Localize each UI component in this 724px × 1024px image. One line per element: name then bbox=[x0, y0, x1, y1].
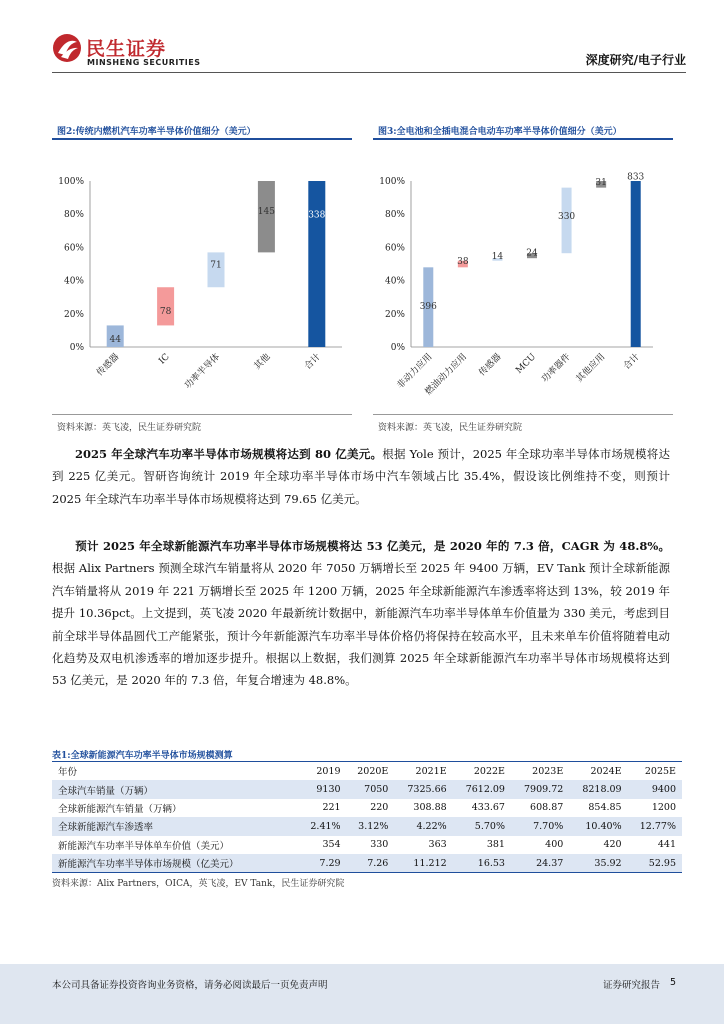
table1-title: 表1:全球新能源汽车功率半导体市场规模测算 bbox=[52, 751, 233, 761]
table-cell: 608.87 bbox=[530, 802, 564, 814]
table-header-cell: 2019 bbox=[316, 765, 341, 777]
table-cell: 9400 bbox=[628, 780, 682, 798]
minsheng-logo-icon bbox=[52, 33, 82, 63]
figure2-title: 图2:传统内燃机汽车功率半导体价值细分（美元） bbox=[57, 127, 256, 137]
x-category-label: 功率半导体 bbox=[183, 352, 223, 391]
table-cell: 4.22% bbox=[394, 817, 452, 835]
x-category-label: 传感器 bbox=[95, 352, 122, 379]
paragraph-nev-power-semi bbox=[52, 535, 670, 692]
table-cell: 363 bbox=[428, 839, 447, 851]
table-cell: 441 bbox=[657, 839, 676, 851]
table1 bbox=[52, 761, 682, 873]
logo-text-en: MINSHENG SECURITIES bbox=[87, 58, 201, 67]
table1-source: 资料来源：Alix Partners，OICA，英飞凌，EV Tank，民生证券研究院 bbox=[52, 879, 345, 889]
table-cell: 8218.09 bbox=[569, 780, 627, 798]
table-cell: 330 bbox=[370, 839, 389, 851]
waterfall-bar bbox=[631, 181, 641, 347]
table-cell: 433.67 bbox=[471, 802, 505, 814]
bar-value-label: 14 bbox=[491, 252, 504, 263]
y-tick-label: 40% bbox=[63, 276, 84, 287]
y-tick-label: 0% bbox=[69, 343, 84, 353]
table-cell: 35.92 bbox=[569, 854, 627, 873]
bar-value-label: 44 bbox=[109, 335, 121, 346]
table-cell: 9130 bbox=[300, 780, 347, 798]
bar-value-label: 38 bbox=[457, 257, 469, 267]
table-cell: 新能源汽车功率半导体市场规模（亿美元） bbox=[52, 854, 300, 873]
figure2-source-rule bbox=[52, 414, 352, 415]
table-cell: 308.88 bbox=[413, 802, 447, 814]
report-category: 深度研究/电子行业 bbox=[585, 53, 686, 67]
table-cell: 7050 bbox=[347, 780, 395, 798]
table-cell: 1200 bbox=[651, 802, 676, 814]
table-cell: 16.53 bbox=[453, 854, 511, 873]
table-row bbox=[52, 817, 682, 835]
table-cell: 全球新能源汽车销量（万辆） bbox=[58, 803, 182, 815]
paragraph-auto-power-semi bbox=[52, 443, 670, 510]
table-cell: 7.26 bbox=[347, 854, 395, 873]
y-tick-label: 60% bbox=[384, 243, 405, 254]
y-tick-label: 100% bbox=[379, 177, 405, 187]
paragraph2-lead: 预计 2025 年全球新能源汽车功率半导体市场规模将达 53 亿美元，是 2020 年的 7.3 倍，CAGR 为 48.8%。 bbox=[75, 539, 670, 553]
figure2-rule bbox=[52, 138, 352, 140]
table-header-cell: 2022E bbox=[473, 765, 505, 777]
table-cell: 7612.09 bbox=[453, 780, 511, 798]
y-tick-label: 60% bbox=[63, 243, 84, 254]
table-cell: 381 bbox=[486, 839, 505, 851]
paragraph2-body: 根据 Alix Partners 预测全球汽车销量将从 2020 年 7050 万辆增长至 2025 年 9400 万辆，EV Tank 预计全球新能源汽车销量将从 2019 年 221 万辆增长至 2025 年 1200 万辆，2025 年全球新能源汽车渗透率将达到 13%，较 2019 年提升 10.36pct。上文提到，英飞凌 2020 年最新统计数据中，新能源汽车功率半导体单车价值量为 330 美元，考虑到目前全球半导体晶圆代工产能紧张，预计今年新能源汽车功率半导体价格仍将保持在较高水平，且未来单车价值将随着电动化趋势及双电机渗透率的增加逐步提升。根据以上数据，我们测算 2025 年全球新能源汽车功率半导体市场规模将达到 53 亿美元，是 2020 年的 7.3 倍，年复合增速为 48.8%。 bbox=[52, 561, 670, 688]
table-cell: 354 bbox=[322, 839, 341, 851]
table-cell: 全球新能源汽车渗透率 bbox=[52, 817, 300, 835]
table-row bbox=[52, 854, 682, 873]
table-header-cell: 年份 bbox=[58, 767, 78, 779]
x-category-label: 燃油动力应用 bbox=[423, 352, 469, 398]
table-cell: 420 bbox=[603, 839, 622, 851]
table-cell: 854.85 bbox=[588, 802, 622, 814]
table-cell: 全球汽车销量（万辆） bbox=[52, 780, 300, 798]
figure2-chart bbox=[52, 160, 352, 400]
x-category-label: 其他应用 bbox=[574, 352, 608, 385]
figure3-rule bbox=[373, 138, 673, 140]
bar-value-label: 338 bbox=[308, 210, 326, 221]
header-divider bbox=[52, 72, 686, 73]
figure3-chart bbox=[373, 160, 673, 400]
waterfall-bar bbox=[308, 181, 325, 347]
y-tick-label: 0% bbox=[390, 343, 405, 353]
table-row bbox=[52, 780, 682, 798]
table-cell: 24.37 bbox=[511, 854, 569, 873]
y-tick-label: 80% bbox=[63, 210, 84, 221]
y-tick-label: 20% bbox=[384, 309, 405, 320]
bar-value-label: 330 bbox=[557, 212, 576, 223]
table-row bbox=[52, 836, 682, 854]
page-header bbox=[0, 0, 724, 80]
disclaimer-note: 本公司具备证券投资咨询业务资格，请务必阅读最后一页免责声明 bbox=[52, 980, 328, 991]
table-cell: 10.40% bbox=[569, 817, 627, 835]
table-cell: 7325.66 bbox=[394, 780, 452, 798]
table-cell: 400 bbox=[545, 839, 564, 851]
figure2-source: 资料来源：英飞凌，民生证券研究院 bbox=[57, 423, 202, 433]
bar-value-label: 396 bbox=[419, 301, 437, 312]
table-header-cell: 2023E bbox=[532, 765, 564, 777]
paragraph1-body: 根据 Yole 预计，2025 年全球功率半导体市场规模将达到 225 亿美元。智研咨询统计 2019 年全球功率半导体市场中汽车领域占比 35.4%，假设该比例维持不变，则预计 2025 年全球汽车功率半导体市场规模将达到 79.65 亿美元。 bbox=[52, 447, 670, 506]
table-cell: 新能源汽车功率半导体单车价值（美元） bbox=[58, 840, 230, 852]
x-category-label: 其他 bbox=[252, 352, 273, 372]
table-header-cell: 2024E bbox=[590, 765, 622, 777]
x-category-label: 功率器件 bbox=[540, 352, 573, 385]
y-tick-label: 100% bbox=[58, 177, 84, 187]
footer-report-label: 证券研究报告 bbox=[602, 980, 660, 991]
figure3-source: 资料来源：英飞凌，民生证券研究院 bbox=[378, 423, 523, 433]
table-cell: 221 bbox=[322, 802, 341, 814]
table-cell: 220 bbox=[370, 802, 389, 814]
table-cell: 7.29 bbox=[300, 854, 347, 873]
x-category-label: 传感器 bbox=[477, 352, 504, 379]
x-category-label: 合计 bbox=[622, 352, 642, 372]
bar-value-label: 31 bbox=[595, 178, 607, 189]
bar-value-label: 833 bbox=[627, 172, 645, 183]
page-number: 5 bbox=[669, 977, 676, 988]
table-cell: 11.212 bbox=[394, 854, 452, 873]
bar-value-label: 71 bbox=[210, 260, 222, 271]
table-cell: 12.77% bbox=[628, 817, 682, 835]
x-category-label: 非动力应用 bbox=[395, 352, 435, 391]
bar-value-label: 24 bbox=[526, 248, 538, 259]
table-row bbox=[52, 799, 682, 817]
table-header-row bbox=[52, 762, 682, 780]
bar-value-label: 145 bbox=[257, 207, 275, 218]
y-tick-label: 40% bbox=[384, 276, 405, 287]
table-cell: 52.95 bbox=[628, 854, 682, 873]
page-footer bbox=[0, 964, 724, 1024]
table-cell: 2.41% bbox=[300, 817, 347, 835]
y-tick-label: 80% bbox=[384, 210, 405, 221]
logo-text-cn: 民生证券 bbox=[86, 38, 167, 60]
x-category-label: IC bbox=[157, 352, 172, 367]
table-header-cell: 2020E bbox=[357, 765, 389, 777]
y-tick-label: 20% bbox=[63, 309, 84, 320]
x-category-label: 合计 bbox=[303, 352, 323, 372]
table-header-cell: 2021E bbox=[415, 765, 447, 777]
table-cell: 7.70% bbox=[511, 817, 569, 835]
figure3-source-rule bbox=[373, 414, 673, 415]
table-cell: 3.12% bbox=[347, 817, 395, 835]
table-header-cell: 2025E bbox=[644, 765, 676, 777]
x-category-label: MCU bbox=[514, 352, 539, 376]
paragraph1-lead: 2025 年全球汽车功率半导体市场规模将达到 80 亿美元。 bbox=[75, 447, 383, 461]
figure3-title: 图3:全电池和全插电混合电动车功率半导体价值细分（美元） bbox=[378, 127, 622, 137]
bar-value-label: 78 bbox=[159, 306, 172, 317]
table-cell: 7909.72 bbox=[511, 780, 569, 798]
table-cell: 5.70% bbox=[453, 817, 511, 835]
